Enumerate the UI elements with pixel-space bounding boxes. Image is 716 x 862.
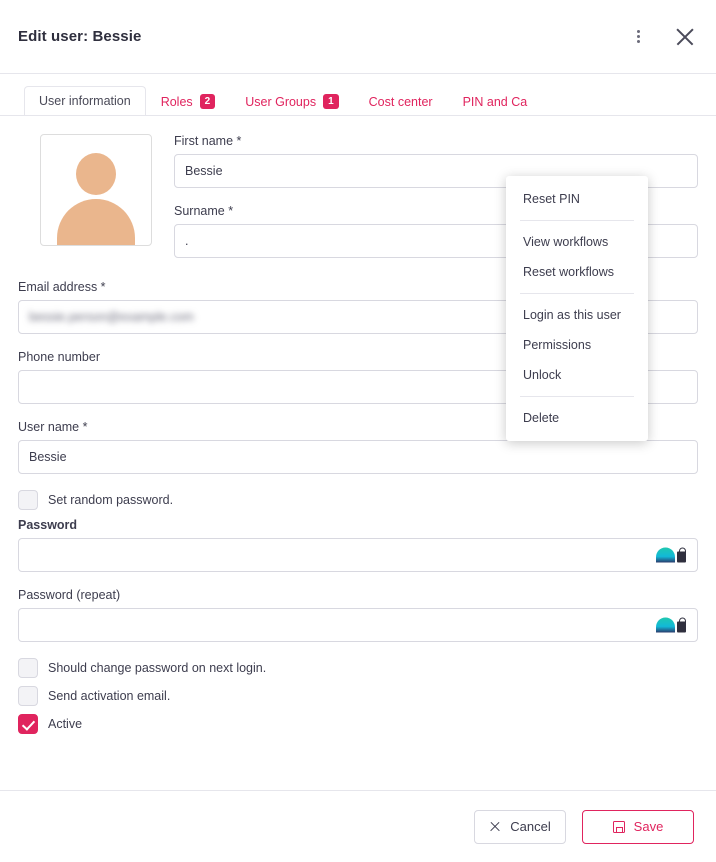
tab-badge: 2 [200, 94, 216, 109]
avatar-image [42, 137, 150, 245]
menu-item-login-as-this-user[interactable]: Login as this user [523, 308, 621, 322]
should-change-password-label: Should change password on next login. [48, 661, 267, 675]
menu-item-delete[interactable]: Delete [523, 411, 560, 425]
avatar-body-shape [57, 199, 135, 245]
tab-label: Roles [160, 94, 193, 109]
tab-user-groups[interactable] [230, 86, 353, 116]
lock-icon [677, 621, 686, 632]
password-repeat-input[interactable] [18, 608, 698, 642]
menu-item-reset-pin[interactable]: Reset PIN [523, 192, 580, 206]
page-title: Edit user: Bessie [18, 28, 142, 45]
dialog-footer [0, 790, 716, 862]
password-manager-glyph [656, 548, 675, 563]
user-name-input[interactable] [18, 440, 698, 474]
close-icon [489, 821, 501, 833]
dialog-body [0, 116, 716, 790]
menu-item-permissions[interactable]: Permissions [523, 338, 592, 352]
password-manager-icon-repeat[interactable] [656, 618, 686, 633]
tab-roles[interactable] [146, 86, 231, 116]
save-button-label: Save [633, 819, 664, 834]
password-manager-glyph [656, 618, 675, 633]
set-random-password-row[interactable] [18, 490, 698, 510]
cancel-button[interactable] [474, 810, 566, 844]
dialog-header [0, 0, 716, 74]
close-icon[interactable] [672, 24, 698, 50]
tab-badge: 1 [323, 94, 339, 109]
menu-item-view-workflows[interactable]: View workflows [523, 235, 609, 249]
menu-divider [520, 293, 634, 294]
password-repeat-field-group [18, 588, 698, 642]
kebab-dropdown-menu[interactable] [506, 176, 648, 441]
save-icon [613, 821, 625, 833]
send-activation-email-row[interactable] [18, 686, 698, 706]
tab-user-information[interactable] [24, 86, 146, 116]
avatar-head-shape [76, 153, 116, 195]
first-name-label: First name * [174, 134, 242, 148]
password-field-group [18, 518, 698, 572]
password-input-wrap [18, 538, 698, 572]
send-activation-email-label: Send activation email. [48, 689, 171, 703]
phone-label: Phone number [18, 350, 101, 364]
active-label: Active [48, 717, 83, 731]
lock-icon [677, 551, 686, 562]
should-change-password-row[interactable] [18, 658, 698, 678]
tab-bar [0, 74, 716, 116]
password-label: Password [18, 518, 78, 532]
tab-pin-and-card[interactable] [448, 87, 543, 116]
user-name-label: User name * [18, 420, 88, 434]
email-label: Email address * [18, 280, 106, 294]
avatar[interactable] [40, 134, 152, 246]
save-button[interactable] [582, 810, 694, 844]
kebab-menu-icon[interactable] [628, 26, 648, 48]
header-actions [628, 24, 698, 50]
surname-label: Surname * [174, 204, 234, 218]
active-checkbox[interactable] [18, 714, 38, 734]
tab-label: User information [39, 94, 131, 108]
set-random-password-checkbox[interactable] [18, 490, 38, 510]
password-repeat-label: Password (repeat) [18, 588, 121, 602]
set-random-password-label: Set random password. [48, 493, 174, 507]
active-row[interactable] [18, 714, 698, 734]
password-repeat-input-wrap [18, 608, 698, 642]
menu-divider [520, 396, 634, 397]
menu-item-reset-workflows[interactable]: Reset workflows [523, 265, 614, 279]
should-change-password-checkbox[interactable] [18, 658, 38, 678]
tab-label: User Groups [245, 94, 317, 109]
menu-divider [520, 220, 634, 221]
send-activation-email-checkbox[interactable] [18, 686, 38, 706]
cancel-button-label: Cancel [510, 819, 551, 834]
tab-label: PIN and Ca [462, 95, 528, 109]
menu-item-unlock[interactable]: Unlock [523, 368, 562, 382]
email-value: bessie.person@example.com [29, 310, 194, 324]
tab-cost-center[interactable] [354, 87, 448, 116]
tab-label: Cost center [368, 95, 433, 109]
password-manager-icon[interactable] [656, 548, 686, 563]
password-input[interactable] [18, 538, 698, 572]
